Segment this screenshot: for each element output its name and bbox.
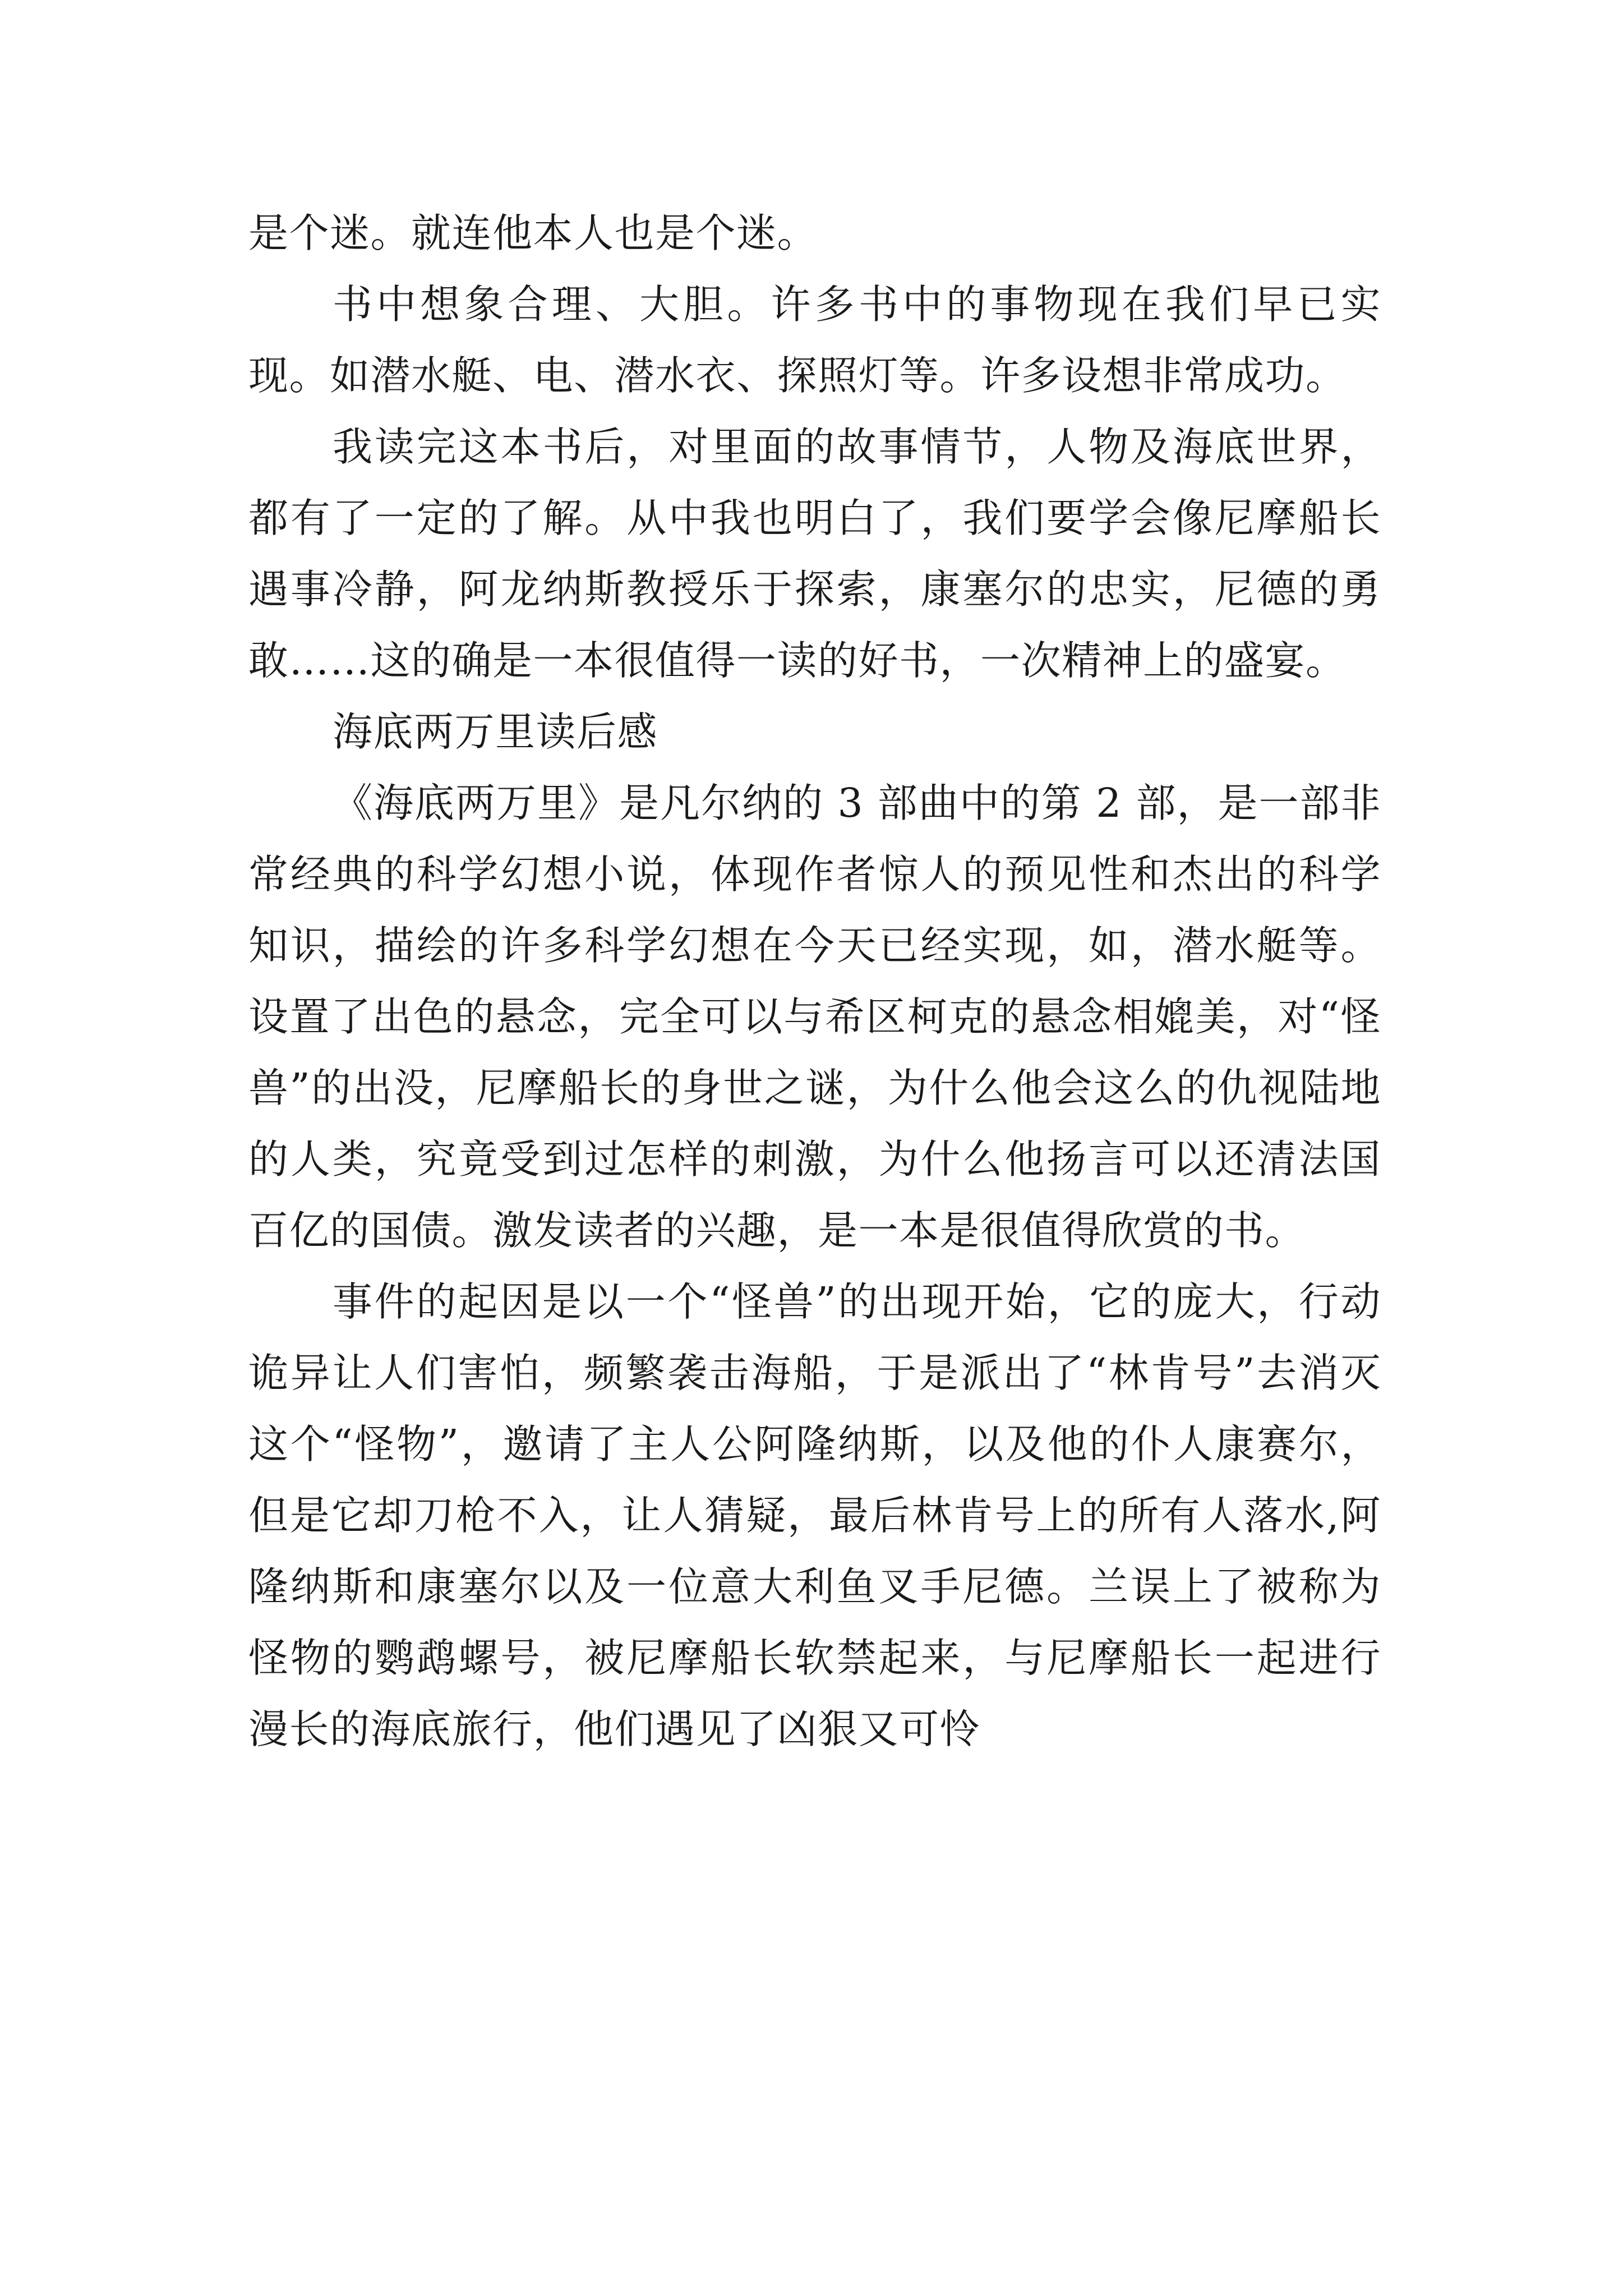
paragraph-reflection: 我读完这本书后，对里面的故事情节，人物及海底世界，都有了一定的了解。从中我也明白了，我们要学会像尼摩船长遇事冷静，阿龙纳斯教授乐于探索，康塞尔的忠实，尼德的勇敢……这的确是一本很值得一读的好书，一次精神上的盛宴。 xyxy=(248,424,1381,684)
paragraph-continuation: 是个迷。就连他本人也是个迷。 xyxy=(248,210,818,256)
body-text xyxy=(248,197,1381,1765)
essay-title: 海底两万里读后感 xyxy=(333,708,658,755)
paragraph-imagination: 书中想象合理、大胆。许多书中的事物现在我们早已实现。如潜水艇、电、潜水衣、探照灯等。许多设想非常成功。 xyxy=(248,281,1381,399)
paragraph-introduction: 《海底两万里》是凡尔纳的 3 部曲中的第 2 部，是一部非常经典的科学幻想小说，体现作者惊人的预见性和杰出的科学知识，描绘的许多科学幻想在今天已经实现，如，潜水艇等。设置了出色的悬念，完全可以与希区柯克的悬念相媲美，对“怪兽”的出没，尼摩船长的身世之谜，为什么他会这么的仇视陆地的人类，究竟受到过怎样的刺激，为什么他扬言可以还清法国百亿的国债。激发读者的兴趣，是一本是很值得欣赏的书。 xyxy=(248,780,1381,1254)
paragraph-plot: 事件的起因是以一个“怪兽”的出现开始，它的庞大，行动诡异让人们害怕，频繁袭击海船，于是派出了“林肯号”去消灭这个“怪物”，邀请了主人公阿隆纳斯，以及他的仆人康赛尔，但是它却刀枪不入，让人猜疑，最后林肯号上的所有人落水,阿隆纳斯和康塞尔以及一位意大利鱼叉手尼德。兰误上了被称为怪物的鹦鹉螺号，被尼摩船长软禁起来，与尼摩船长一起进行漫长的海底旅行，他们遇见了凶狠又可怜 xyxy=(248,1278,1381,1752)
